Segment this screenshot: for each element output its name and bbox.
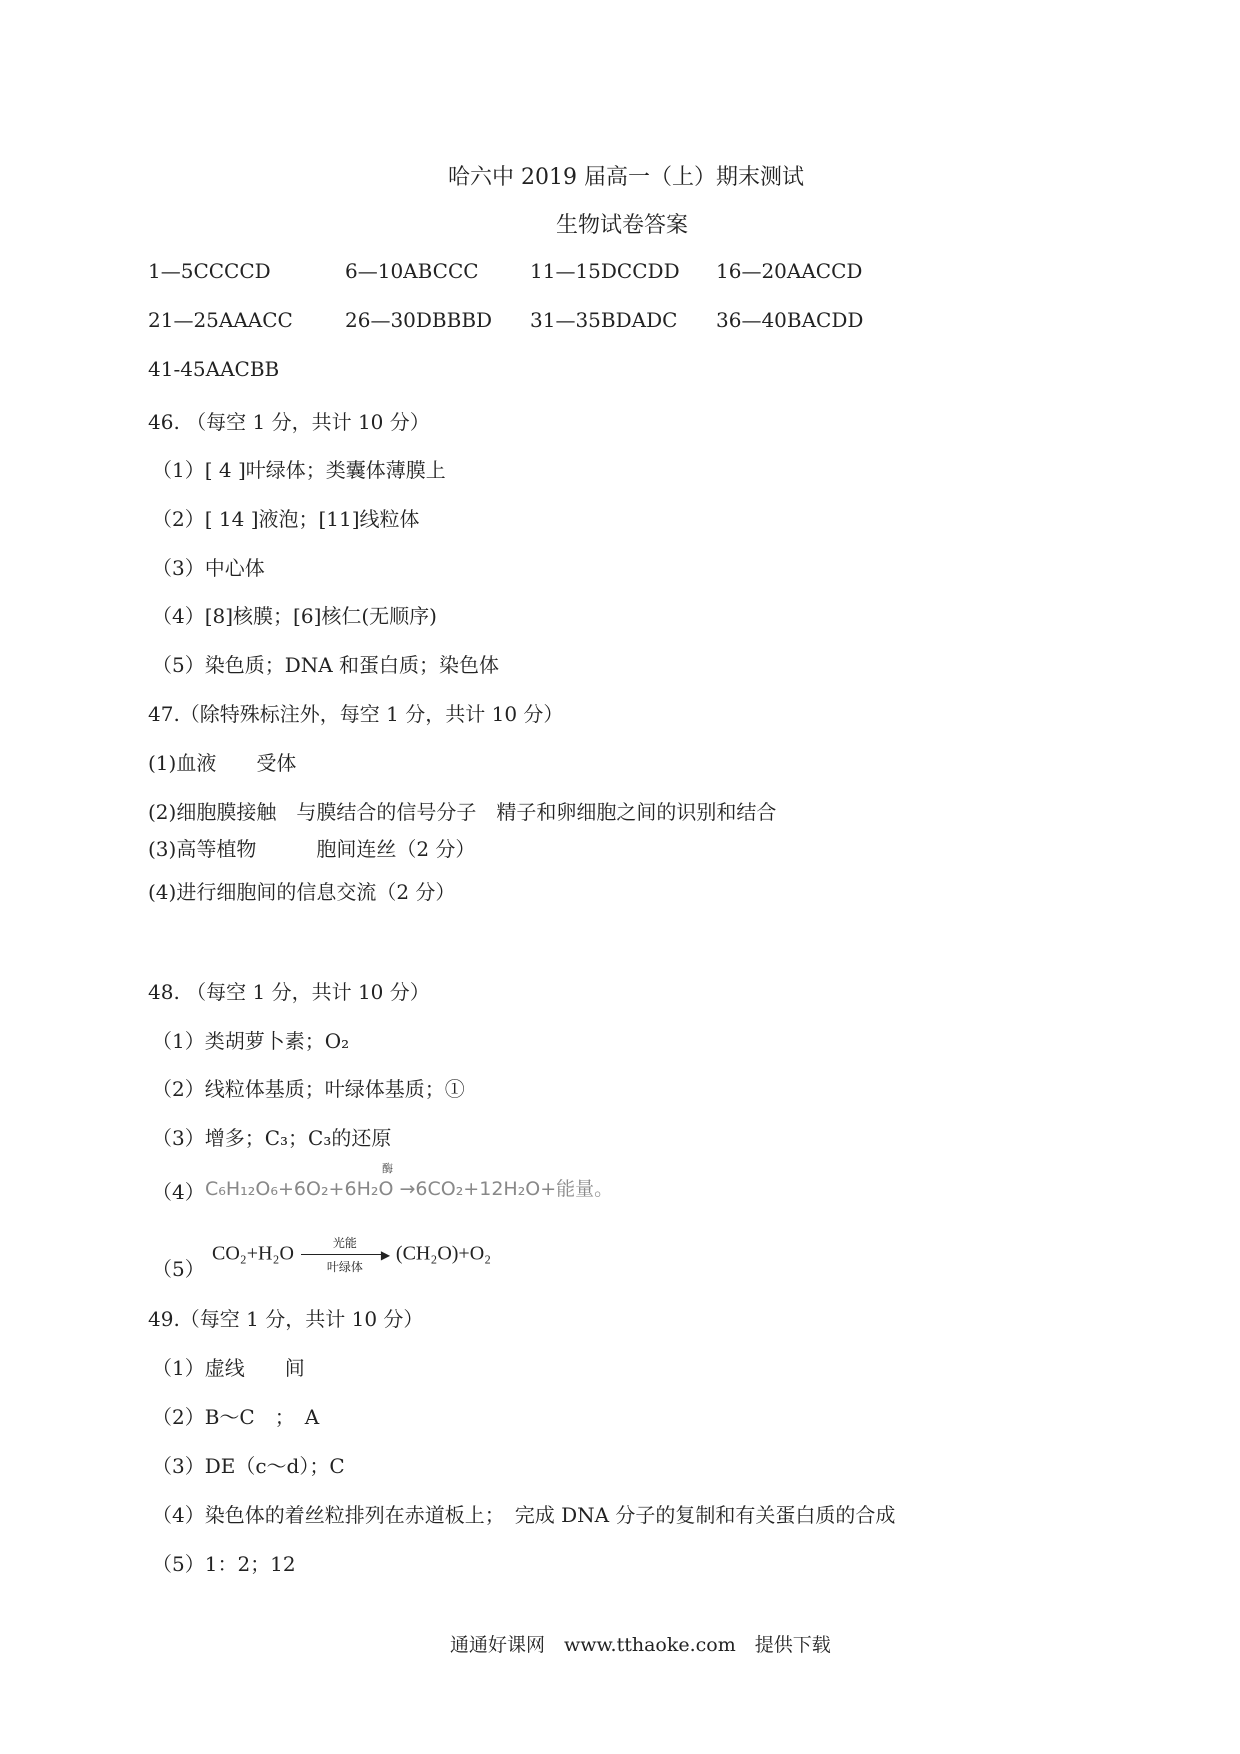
q48-item-5 [152, 1253, 205, 1282]
q46-item: （1）[ 4 ]叶绿体；类囊体薄膜上 [152, 458, 446, 482]
q47-item: (3)高等植物 胞间连丝（2 分） [148, 837, 476, 861]
enzyme-label: 酶 [382, 1162, 393, 1175]
q48-heading: 48. （每空 1 分，共计 10 分） [148, 980, 430, 1004]
answer-cell: 16—20AACCD [716, 259, 863, 283]
q47-item: (2)细胞膜接触 与膜结合的信号分子 精子和卵细胞之间的识别和结合 [148, 800, 777, 824]
q49-item: （3）DE（c～d）；C [152, 1454, 345, 1478]
arrow-head-icon: ▶ [380, 1248, 391, 1262]
answer-cell: 1—5CCCCD [148, 259, 271, 283]
condition-chloroplast: 叶绿体 [326, 1260, 363, 1274]
q49-item: （5）1：2；12 [152, 1552, 296, 1576]
q48-item: （3）增多；C₃；C₃的还原 [152, 1126, 392, 1150]
q48-item: （2）线粒体基质；叶绿体基质；① [152, 1077, 465, 1101]
q49-item: （4）染色体的着丝粒排列在赤道板上； 完成 DNA 分子的复制和有关蛋白质的合成 [152, 1503, 896, 1527]
q48-item-4 [152, 1176, 205, 1205]
respiration-equation: C₆H₁₂O₆+6O₂+6H₂O →6CO₂+12H₂O+能量。 [205, 1178, 614, 1200]
arrow-shaft [301, 1254, 385, 1255]
reaction-arrow [299, 1236, 391, 1274]
answer-cell: 36—40BACDD [716, 308, 864, 332]
answer-cell: 6—10ABCCC [345, 259, 479, 283]
q46-heading: 46. （每空 1 分，共计 10 分） [148, 410, 430, 434]
q46-item: （3）中心体 [152, 556, 265, 580]
q48-item-4-label: （4） [152, 1180, 205, 1204]
equation-products: (CH₂O)+O₂ [395, 1242, 492, 1265]
q48-item-5-label: （5） [152, 1257, 205, 1281]
q47-item: (1)血液 受体 [148, 751, 297, 775]
q47-item: (4)进行细胞间的信息交流（2 分） [148, 880, 456, 904]
page-footer: 通通好课网 www.tthaoke.com 提供下载 [450, 1634, 831, 1656]
answer-cell: 41-45AACBB [148, 357, 280, 381]
equation-reactants: CO₂+H₂O [212, 1242, 294, 1265]
q49-item: （1）虚线 间 [152, 1356, 305, 1380]
q46-item: （4）[8]核膜；[6]核仁(无顺序) [152, 604, 437, 628]
page-title: 哈六中 2019 届高一（上）期末测试 [448, 165, 804, 190]
page-subtitle: 生物试卷答案 [556, 213, 689, 238]
condition-light: 光能 [332, 1236, 357, 1250]
q49-heading: 49.（每空 1 分，共计 10 分） [148, 1307, 424, 1331]
answer-cell: 31—35BDADC [530, 308, 678, 332]
answer-cell: 26—30DBBBD [345, 308, 493, 332]
q46-item: （5）染色质；DNA 和蛋白质；染色体 [152, 653, 500, 677]
photosynthesis-equation [212, 1236, 492, 1274]
q48-item: （1）类胡萝卜素；O₂ [152, 1029, 350, 1053]
q46-item: （2）[ 14 ]液泡；[11]线粒体 [152, 507, 420, 531]
answer-cell: 21—25AAACC [148, 308, 293, 332]
answer-cell: 11—15DCCDD [530, 259, 680, 283]
q47-heading: 47.（除特殊标注外，每空 1 分，共计 10 分） [148, 702, 564, 726]
q49-item: （2）B～C ； A [152, 1405, 320, 1429]
